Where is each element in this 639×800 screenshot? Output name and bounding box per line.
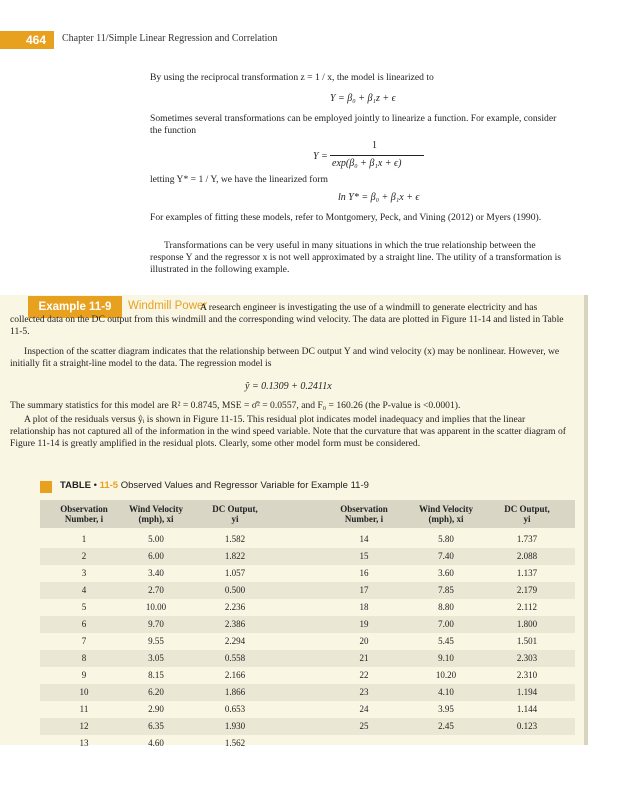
table-marker (40, 481, 52, 493)
table-header (40, 500, 575, 528)
table-cell: 5.45 (438, 636, 454, 646)
table-row (40, 701, 575, 718)
table-row (40, 565, 575, 582)
table-cell: 1.737 (516, 534, 538, 544)
table-cell: 10.00 (145, 602, 167, 612)
header-observation-2: Observation Number, i (340, 504, 388, 524)
intro-paragraph-3: letting Y* = 1 / Y, we have the linearized form (150, 174, 328, 185)
table-cell: 9.55 (148, 636, 164, 646)
intro-paragraph-2: Sometimes several transformations can be employed jointly to linearize a function. For example, consider the function (150, 113, 557, 136)
equation-1: Y = β₀ + β₁z + ϵ (330, 93, 396, 104)
equation-2-lhs: Y = (313, 151, 328, 162)
table-cell: 8.80 (438, 602, 454, 612)
table-cell: 5 (81, 602, 87, 612)
table-cell: 2.088 (516, 551, 538, 561)
header-dc-output-1: DC Output, yi (212, 504, 258, 524)
table-cell: 6.35 (148, 721, 164, 731)
table-row (40, 548, 575, 565)
table-cell: 0.653 (224, 704, 246, 714)
example-paragraph-4: A plot of the residuals versus ŷᵢ is shown in Figure 11-15. This residual plot indicates model inadequacy and implies that the linear relationship has not captured all of the information in the wind speed variable. Note that the curvature that was apparent in the scatter diagram of Figure 11-14 is greatly amplified in the residual plots. Clearly, some other model form must be considered. (10, 414, 566, 449)
table-cell: 2.294 (224, 636, 246, 646)
page-number: 464 (0, 31, 54, 49)
table-cell: 1.137 (516, 568, 538, 578)
table-cell: 4.60 (148, 738, 164, 748)
table-cell: 14 (359, 534, 369, 544)
table-cell: 15 (359, 551, 369, 561)
intro-paragraph-5: Transformations can be very useful in many situations in which the true relationship between the response Y and the regressor x is not well approximated by a straight line. The utility of a transformation is illustrated in the following example. (150, 240, 562, 275)
table-cell: 1.501 (516, 636, 538, 646)
table-cell: 5.80 (438, 534, 454, 544)
table-cell: 9.70 (148, 619, 164, 629)
table-row (40, 531, 575, 548)
table-cell: 8 (81, 653, 87, 663)
table-label: TABLE (60, 480, 91, 491)
table-cell: 17 (359, 585, 369, 595)
example-label: Example 11-9 (28, 296, 122, 318)
table-cell: 12 (79, 721, 89, 731)
table-cell: 18 (359, 602, 369, 612)
table-cell: 7.00 (438, 619, 454, 629)
table-cell: 4.10 (438, 687, 454, 697)
table-cell: 10.20 (435, 670, 457, 680)
header-wind-velocity-1: Wind Velocity (mph), xi (128, 504, 184, 524)
table-cell: 10 (79, 687, 89, 697)
table-cell: 7 (81, 636, 87, 646)
table-cell: 2.45 (438, 721, 454, 731)
table-cell: 8.15 (148, 670, 164, 680)
table-cell: 1.866 (224, 687, 246, 697)
table-cell: 2.70 (148, 585, 164, 595)
table-cell: 7.40 (438, 551, 454, 561)
table-cell: 0.558 (224, 653, 246, 663)
chapter-title: Chapter 11/Simple Linear Regression and Correlation (62, 33, 278, 44)
table-row (40, 718, 575, 735)
table-cell: 4 (81, 585, 87, 595)
header-dc-output-2: DC Output, yi (504, 504, 550, 524)
intro-paragraph-1: By using the reciprocal transformation z = 1 / x, the model is linearized to (150, 72, 434, 83)
table-cell: 1.582 (224, 534, 246, 544)
table-cell: 2.303 (516, 653, 538, 663)
table-cell: 1.800 (516, 619, 538, 629)
table-bullet: • (93, 480, 97, 491)
example-box-shadow (584, 295, 588, 745)
intro-paragraph-4: For examples of fitting these models, refer to Montgomery, Peck, and Vining (2012) or Myers (1990). (150, 212, 542, 223)
table-cell: 5.00 (148, 534, 164, 544)
example-equation: ŷ = 0.1309 + 0.2411x (245, 381, 332, 392)
table-row (40, 667, 575, 684)
table-row (40, 616, 575, 633)
table-cell: 19 (359, 619, 369, 629)
table-cell: 1.822 (224, 551, 246, 561)
table-cell: 21 (359, 653, 369, 663)
table-row (40, 582, 575, 599)
equation-2-denominator: exp(β₀ + β₁x + ϵ) (332, 158, 402, 169)
table-cell: 22 (359, 670, 369, 680)
table-cell: 24 (359, 704, 369, 714)
table-cell: 0.500 (224, 585, 246, 595)
table-cell: 3 (81, 568, 87, 578)
example-title: Windmill Power (128, 300, 208, 312)
table-cell: 6 (81, 619, 87, 629)
table-row (40, 599, 575, 616)
table-row (40, 650, 575, 667)
table-cell: 3.05 (148, 653, 164, 663)
table-cell: 25 (359, 721, 369, 731)
table-row (40, 735, 575, 752)
table-row (40, 633, 575, 650)
table-cell: 1 (81, 534, 87, 544)
table-cell: 6.20 (148, 687, 164, 697)
fraction-bar (330, 155, 424, 156)
table-caption-text: Observed Values and Regressor Variable for Example 11-9 (120, 480, 369, 491)
table-cell: 9.10 (438, 653, 454, 663)
table-cell: 7.85 (438, 585, 454, 595)
table-cell: 16 (359, 568, 369, 578)
table-cell: 3.95 (438, 704, 454, 714)
table-cell: 0.123 (516, 721, 538, 731)
table-cell: 3.40 (148, 568, 164, 578)
example-paragraph-3: The summary statistics for this model are R² = 0.8745, MSE = σ̂² = 0.0557, and F₀ = 160.26 (the P-value is <0.0001). (10, 400, 461, 411)
table-cell: 2 (81, 551, 87, 561)
table-cell: 11 (79, 704, 89, 714)
table-cell: 1.057 (224, 568, 246, 578)
table-cell: 1.144 (516, 704, 538, 714)
example-paragraph-2: Inspection of the scatter diagram indicates that the relationship between DC output Y and wind velocity (x) may be nonlinear. However, we initially fit a straight-line model to the data. The regression model is (10, 346, 560, 369)
example-paragraph-1: A research engineer is investigating the use of a windmill to generate electricity and has collected data on the DC output from this windmill and the corresponding wind velocity. The data are plotted in Figure 11-14 and listed in Table 11-5. (10, 302, 564, 337)
header-observation-1: Observation Number, i (60, 504, 108, 524)
table-cell: 2.386 (224, 619, 246, 629)
table-cell: 1.194 (516, 687, 538, 697)
table-cell: 3.60 (438, 568, 454, 578)
table-cell: 1.930 (224, 721, 246, 731)
table-cell: 9 (81, 670, 87, 680)
table-cell: 2.179 (516, 585, 538, 595)
equation-2-numerator: 1 (372, 140, 377, 151)
table-cell: 2.236 (224, 602, 246, 612)
table-caption (60, 480, 369, 491)
table-row (40, 684, 575, 701)
table-cell: 2.310 (516, 670, 538, 680)
header-wind-velocity-2: Wind Velocity (mph), xi (418, 504, 474, 524)
table-cell: 6.00 (148, 551, 164, 561)
equation-3: ln Y* = β₀ + β₁x + ϵ (338, 192, 420, 203)
table-cell: 20 (359, 636, 369, 646)
table-number: 11-5 (99, 480, 119, 491)
table-cell: 2.166 (224, 670, 246, 680)
table-cell: 1.562 (224, 738, 246, 748)
table-cell: 13 (79, 738, 89, 748)
table-cell: 2.112 (517, 602, 537, 612)
table-cell: 2.90 (148, 704, 164, 714)
table-cell: 23 (359, 687, 369, 697)
